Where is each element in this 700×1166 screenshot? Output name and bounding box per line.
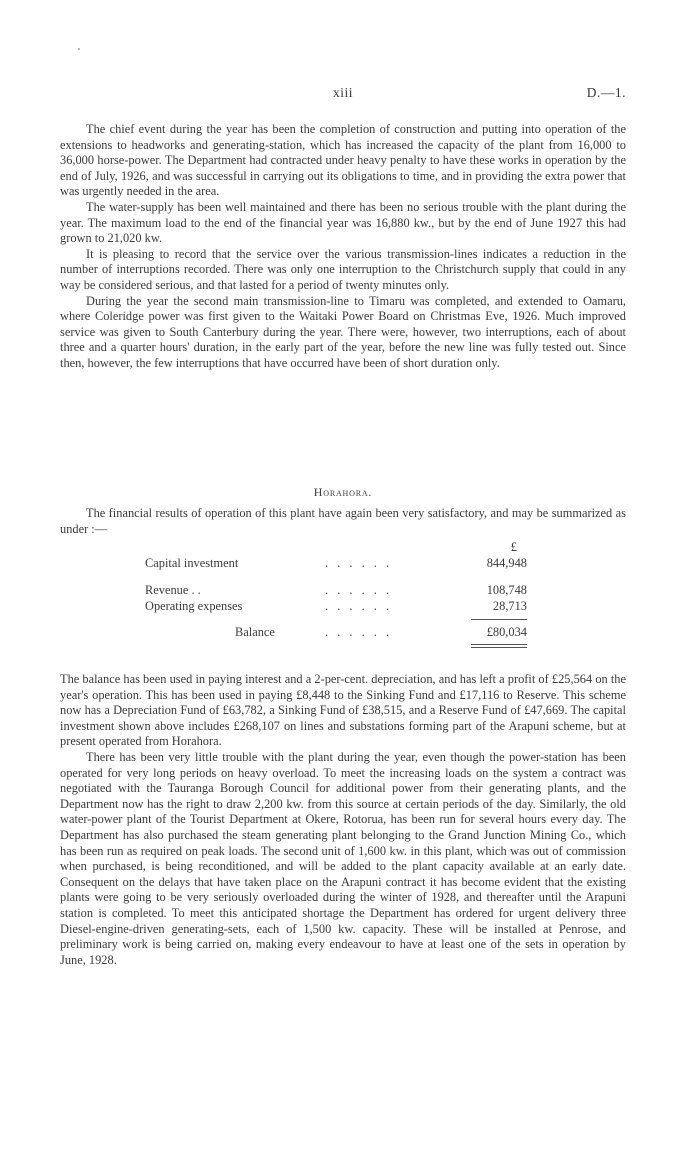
page-header [60,85,626,105]
leader-dots: . . . . . . [325,599,393,613]
leader-dots: . . . . . . [325,556,393,570]
row-value: 844,948 [486,556,527,570]
intro-section [60,122,626,372]
paragraph: The chief event during the year has been the completion of construction and putting into operation of the extensions to headworks and generating-station, which has increased the capacity of the plant from 16,000 to 36,000 horse-power. The Department had contracted under heavy penalty to have these works in operation by the end of July, 1926, and was successful in carrying out its obligations to time, and in providing the extra power that was urgently needed in the area. [60,122,626,199]
section-heading: Horahora. [313,485,373,499]
table-row [145,599,527,615]
row-label: Operating expenses [145,599,243,613]
paragraph: The water-supply has been well maintained and there has been no serious trouble with the plant during the year. The maximum load to the end of the financial year was 16,880 kw., but by the end of June 1927 this had grown to 21,020 kw. [60,199,626,246]
row-value: 28,713 [492,599,527,613]
scan-speck [78,48,80,50]
row-value: 108,748 [486,583,527,597]
total-rule [471,644,527,645]
row-label: Revenue . . [145,583,201,597]
table-row-total [145,625,527,641]
row-label: Capital investment [145,556,239,570]
unit-row [145,540,527,556]
paragraph: The financial results of operation of this plant have again been very satisfactory, and may be summarized as under :— [60,506,626,536]
row-label: Balance [235,625,275,639]
paragraph: The balance has been used in paying interest and a 2-per-cent. depreciation, and has left a profit of £25,564 on the year's operation. This has been used in paying £8,448 to the Sinking Fund and £17,116 to Reserve. This scheme now has a Depreciation Fund of £63,782, a Sinking Fund of £38,515, and a Reserve Fund of £47,669. The capital investment shown above includes £268,107 on lines and substations forming part of the Arapuni scheme, but at present operated from Horahora. [60,672,626,749]
document-code: D.—1. [586,85,626,100]
leader-dots: . . . . . . [325,583,393,597]
subtotal-rule [471,619,527,620]
currency-unit: £ [510,540,517,554]
paragraph: It is pleasing to record that the service over the various transmission-lines indicates a reduction in the number of interruptions recorded. There was only one interruption to the Christchurch supply that could in any way be considered serious, and that lasted for a period of twenty minutes only. [60,246,626,292]
row-value: £80,034 [486,625,527,639]
page-number: xiii [332,85,353,100]
paragraph: During the year the second main transmission-line to Timaru was completed, and extended to Oamaru, where Coleridge power was first given to the Waitaki Power Board on Christmas Eve, 1926. Much improved service was given to South Canterbury during the year. There were, however, two interruptions, each of about three and a quarter hours' duration, in the early part of the year, before the new line was fully tested out. Since then, however, the few interruptions that have occurred have been of short duration only. [60,293,626,370]
table-row [145,556,527,572]
section-intro [60,506,626,537]
results-section [60,672,626,968]
leader-dots: . . . . . . [325,625,393,639]
total-rule [471,647,527,648]
table-row [145,583,527,599]
paragraph: There has been very little trouble with the plant during the year, even though the power-station has been operated for very long periods on heavy overload. To meet the increasing loads on the system a contract was negotiated with the Tauranga Borough Council for additional power from their generating plants, and the Department now has the right to draw 2,200 kw. from this source at certain periods of the day. Similarly, the old water-power plant of the Tourist Department at Okere, Rotorua, has been run for several hours every day. The Department has also purchased the steam generating plant belonging to the Grand Junction Mining Co., which has been run as required on peak loads. The second unit of 1,600 kw. in this plant, which was out of commission when purchased, is being reconditioned, and will be added to the plant capacity available at an early date. Consequent on the delays that have taken place on the Arapuni contract it has become evident that the existing plants were going to be very seriously overloaded during the winter of 1928, and thereafter until the Arapuni station is completed. To meet this anticipated shortage the Department has ordered for urgent delivery three Diesel-engine-driven generating-sets, each of 1,500 kw. capacity. These will be installed at Penrose, and preliminary work is being carried on, making every endeavour to have at least one of the sets in operation by June, 1928. [60,749,626,967]
